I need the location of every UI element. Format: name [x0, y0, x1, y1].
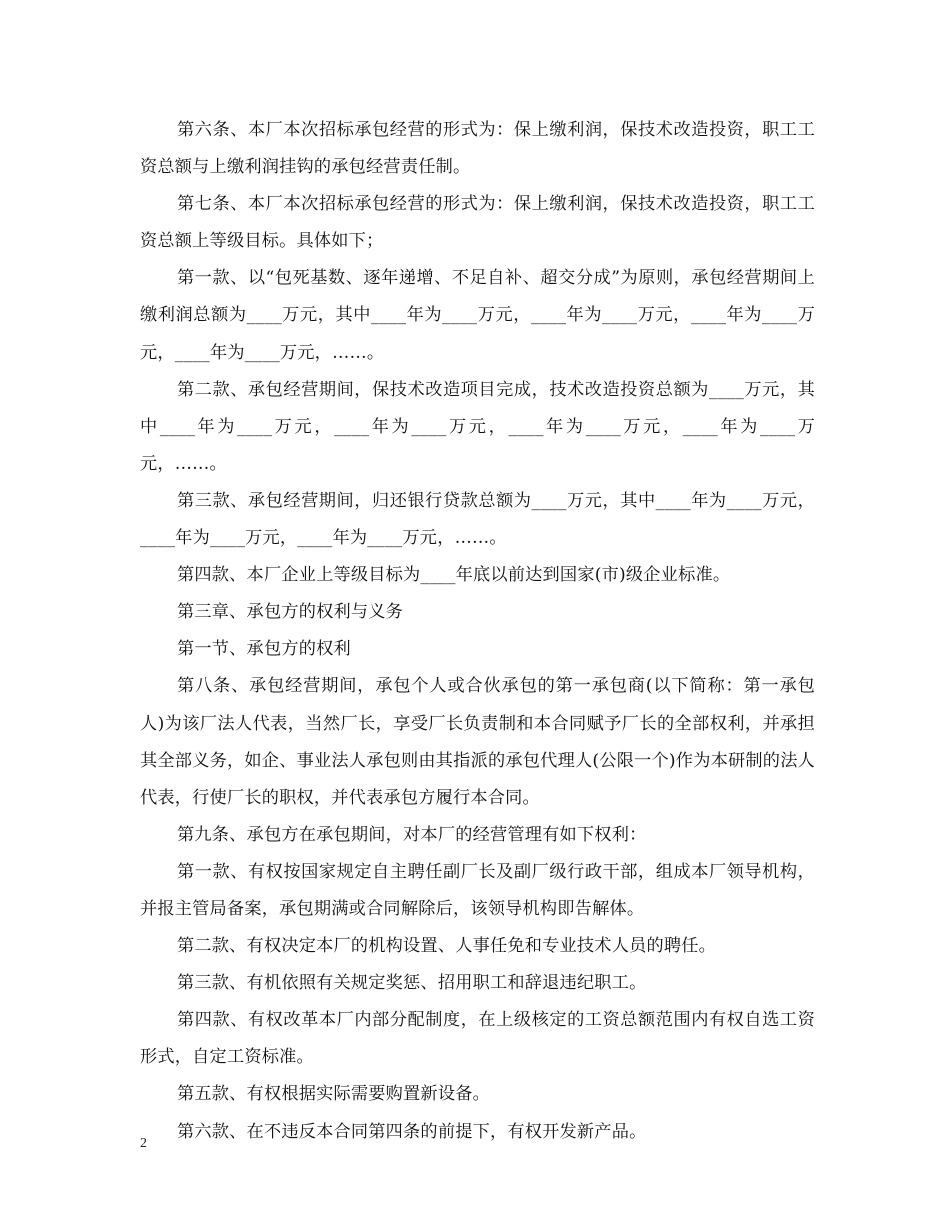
article-9-paragraph: 第九条、承包方在承包期间，对本厂的经营管理有如下权利：	[177, 824, 647, 845]
article-9-clause-5: 第五款、有权根据实际需要购置新设备。	[177, 1084, 490, 1105]
article-9-clause-6: 第六款、在不违反本合同第四条的前提下，有权开发新产品。	[177, 1121, 647, 1142]
article-8-paragraph: 第八条、承包经营期间，承包个人或合伙承包的第一承包商(以下简称：第一承包人)为该厂法人代表，当然厂长，享受厂长负责制和本合同赋予厂长的全部权利，并承担其全部义务，如企、事业法人承包则由其指派的承包代理人(公限一个)作为本研制的法人代表，行使厂长的职权，并代表承包方履行本合同。	[140, 676, 815, 808]
article-9-clause-4: 第四款、有权改革本厂内部分配制度，在上级核定的工资总额范围内有权自选工资形式，自定工资标准。	[140, 1010, 815, 1068]
article-7-clause-1: 第一款、以“包死基数、逐年递增、不足自补、超交分成”为原则，承包经营期间上缴利润总额为____万元，其中____年为____万元，____年为____万元，____年为____万元，____年为____万元，……。	[140, 268, 815, 363]
section-1-heading: 第一节、承包方的权利	[177, 639, 351, 660]
article-9-clause-2: 第二款、有权决定本厂的机构设置、人事任免和专业技术人员的聘任。	[177, 936, 717, 957]
document-body	[140, 112, 815, 1151]
article-9-clause-1: 第一款、有权按国家规定自主聘任副厂长及副厂级行政干部，组成本厂领导机构，并报主管局备案，承包期满或合同解除后，该领导机构即告解体。	[140, 861, 815, 919]
chapter-3-heading: 第三章、承包方的权利与义务	[177, 602, 404, 623]
page-number: 2	[140, 1136, 147, 1151]
article-6-paragraph: 第六条、本厂本次招标承包经营的形式为：保上缴利润，保技术改造投资，职工工资总额与上缴利润挂钩的承包经营责任制。	[140, 120, 815, 178]
article-7-paragraph: 第七条、本厂本次招标承包经营的形式为：保上缴利润，保技术改造投资，职工工资总额上等级目标。具体如下；	[140, 194, 815, 252]
article-9-clause-3: 第三款、有机依照有关规定奖惩、招用职工和辞退违纪职工。	[177, 973, 647, 994]
article-7-clause-4: 第四款、本厂企业上等级目标为____年底以前达到国家(市)级企业标准。	[177, 565, 731, 586]
article-7-clause-3: 第三款、承包经营期间，归还银行贷款总额为____万元，其中____年为____万元，____年为____万元，____年为____万元，……。	[140, 490, 815, 549]
article-7-clause-2: 第二款、承包经营期间，保技术改造项目完成，技术改造投资总额为____万元，其中____年为____万元，____年为____万元，____年为____万元，____年为____万元，……。	[140, 379, 815, 474]
